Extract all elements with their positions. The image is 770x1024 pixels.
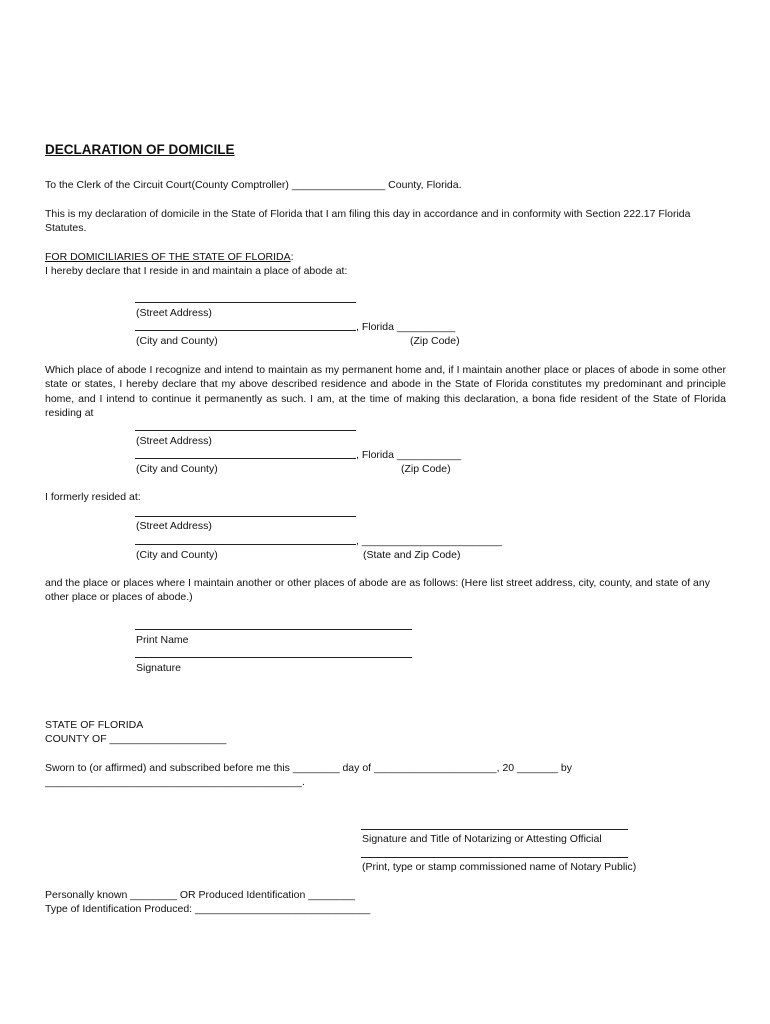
clerk-line: To the Clerk of the Circuit Court(County Comptroller) ________________ County, Florida. <box>45 179 462 191</box>
identification-line: Personally known ________ OR Produced Identification ________ <box>45 889 355 901</box>
notary-name-line[interactable] <box>361 857 628 858</box>
signature-label: Signature <box>136 662 181 674</box>
domiciliaries-heading-row <box>45 250 294 264</box>
former-street-label: (Street Address) <box>136 520 212 532</box>
identification-type-line: Type of Identification Produced: ______________________________ <box>45 903 371 915</box>
sworn-by-blank: ____________________________________________. <box>45 776 305 788</box>
formerly-resided-label: I formerly resided at: <box>45 491 141 503</box>
street-address-line[interactable] <box>135 302 356 303</box>
domiciliaries-heading: FOR DOMICILIARIES OF THE STATE OF FLORIDA <box>45 251 291 263</box>
residing-city-line[interactable] <box>135 458 356 459</box>
domiciliaries-heading-colon: : <box>290 251 294 263</box>
signature-line[interactable] <box>135 657 412 658</box>
sworn-statement: Sworn to (or affirmed) and subscribed before me this ________ day of _____________________, 20 _______ by <box>45 762 572 774</box>
reside-declaration: I hereby declare that I reside in and maintain a place of abode at: <box>45 265 348 277</box>
county-of-line: COUNTY OF ____________________ <box>45 733 227 745</box>
street-address-label: (Street Address) <box>136 307 212 319</box>
declaration-statement: This is my declaration of domicile in the State of Florida that I am filing this day in accordance and in conformity with Section 222.17 Florida Statutes. <box>45 208 691 235</box>
residing-city-label: (City and County) <box>136 463 218 475</box>
state-of-florida: STATE OF FLORIDA <box>45 719 144 731</box>
notary-name-label: (Print, type or stamp commissioned name of Notary Public) <box>362 861 637 873</box>
residing-street-label: (Street Address) <box>136 435 212 447</box>
print-name-label: Print Name <box>136 634 189 646</box>
page-title: DECLARATION OF DOMICILE <box>45 142 235 157</box>
florida-zip-blank: , Florida __________ <box>356 321 456 333</box>
former-street-line[interactable] <box>135 516 356 517</box>
notary-signature-label: Signature and Title of Notarizing or Attesting Official <box>362 833 602 845</box>
residing-zip-label: (Zip Code) <box>401 463 451 475</box>
residing-florida-blank: , Florida ___________ <box>356 449 462 461</box>
former-state-zip-label: (State and Zip Code) <box>363 549 461 561</box>
former-state-zip-blank: , ________________________ <box>356 535 502 547</box>
permanent-home-paragraph: Which place of abode I recognize and intend to maintain as my permanent home and, if I maintain another place or places of abode in some other state or states, I hereby declare that my above described residence and abode in the State of Florida constitutes my predominant and principle home, and I intend to continue it permanently as such. I am, at the time of making this declaration, a bona fide resident of the State of Florida residing at <box>45 364 726 419</box>
former-city-line[interactable] <box>135 544 356 545</box>
other-places-paragraph: and the place or places where I maintain another or other places of abode are as follows: (Here list street address, city, county, and state of any other place or places of abode.) <box>45 577 710 604</box>
notary-signature-line[interactable] <box>361 829 628 830</box>
former-city-label: (City and County) <box>136 549 218 561</box>
print-name-line[interactable] <box>135 629 412 630</box>
city-county-label: (City and County) <box>136 335 218 347</box>
zip-code-label: (Zip Code) <box>410 335 460 347</box>
city-county-line[interactable] <box>135 330 356 331</box>
residing-street-line[interactable] <box>135 430 356 431</box>
